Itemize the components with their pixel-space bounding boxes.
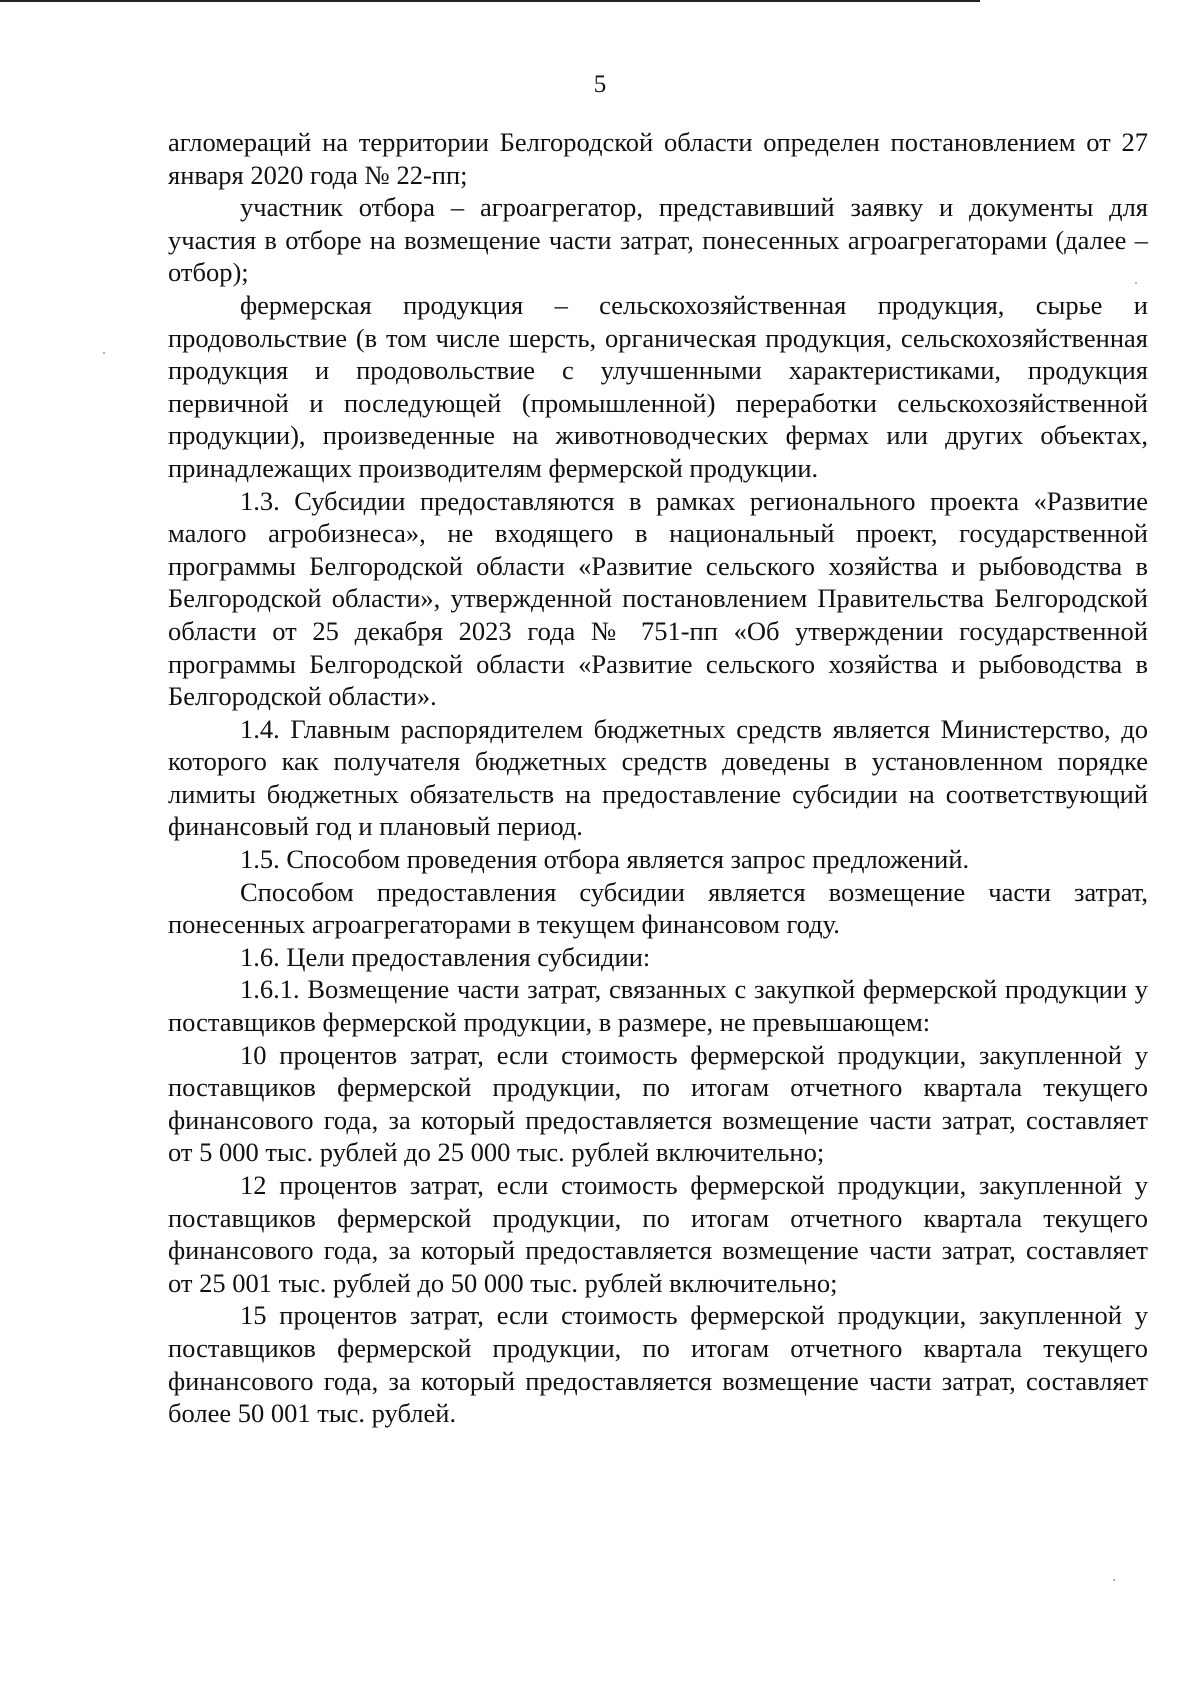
paragraph-farm-products-definition: фермерская продукция – сельскохозяйственная продукция, сырье и продовольствие (в том числе шерсть, органическая продукция, сельскохозяйственная продукция и продовольствие с улучшенными характеристиками, продукция первичной и последующей (промышленной) переработки сельскохозяйственной продукции), произведенные на животноводческих фермах или других объектах, принадлежащих производителям фермерской продукции. [168, 289, 1148, 483]
top-border-line [0, 0, 980, 2]
paragraph-agglomeration-definition: агломераций на территории Белгородской области определен постановлением от 27 января 2020 года № 22-пп; [168, 127, 1148, 190]
paragraph-1-4-budget-manager: 1.4. Главным распорядителем бюджетных средств является Министерство, до которого как получателя бюджетных средств доведены в установленном порядке лимиты бюджетных обязательств на предоставление субсидии на соответствующий финансовый год и плановый период. [168, 713, 1148, 842]
paragraph-15-percent: 15 процентов затрат, если стоимость фермерской продукции, закупленной у поставщиков фермерской продукции, по итогам отчетного квартала текущего финансового года, за который предоставляется возмещение части затрат, составляет более 50 001 тыс. рублей. [168, 1300, 1148, 1429]
paragraph-1-6-goals: 1.6. Цели предоставления субсидии: [240, 941, 651, 972]
paragraph-subsidy-method: Способом предоставления субсидии является возмещение части затрат, понесенных агроагрегаторами в текущем финансовом году. [168, 876, 1148, 940]
document-body [168, 126, 1148, 1430]
scan-speck [103, 352, 105, 354]
paragraph-1-6-1-reimbursement: 1.6.1. Возмещение части затрат, связанных с закупкой фермерской продукции у поставщиков фермерской продукции, в размере, не превышающем: [168, 974, 1148, 1038]
paragraph-12-percent: 12 процентов затрат, если стоимость фермерской продукции, закупленной у поставщиков фермерской продукции, по итогам отчетного квартала текущего финансового года, за который предоставляется возмещение части затрат, составляет от 25 001 тыс. рублей до 50 000 тыс. рублей включительно; [168, 1170, 1148, 1298]
paragraph-1-5-selection-method: 1.5. Способом проведения отбора является запрос предложений. [240, 844, 970, 875]
paragraph-10-percent: 10 процентов затрат, если стоимость фермерской продукции, закупленной у поставщиков фермерской продукции, по итогам отчетного квартала текущего финансового года, за который предоставляется возмещение части затрат, составляет от 5 000 тыс. рублей до 25 000 тыс. рублей включительно; [168, 1039, 1148, 1168]
page-number: 5 [593, 71, 607, 98]
scan-speck [1113, 1579, 1115, 1581]
scan-speck [1135, 282, 1137, 284]
paragraph-selection-participant: участник отбора – агроагрегатор, представивший заявку и документы для участия в отборе на возмещение части затрат, понесенных агроагрегаторами (далее – отбор); [168, 192, 1148, 288]
paragraph-1-3-subsidies: 1.3. Субсидии предоставляются в рамках регионального проекта «Развитие малого агробизнеса», не входящего в национальный проект, государственной программы Белгородской области «Развитие сельского хозяйства и рыбоводства в Белгородской области», утвержденной постановлением Правительства Белгородской области от 25 декабря 2023 года № 751-пп «Об утверждении государственной программы Белгородской области «Развитие сельского хозяйства и рыбоводства в Белгородской области». [168, 485, 1148, 712]
